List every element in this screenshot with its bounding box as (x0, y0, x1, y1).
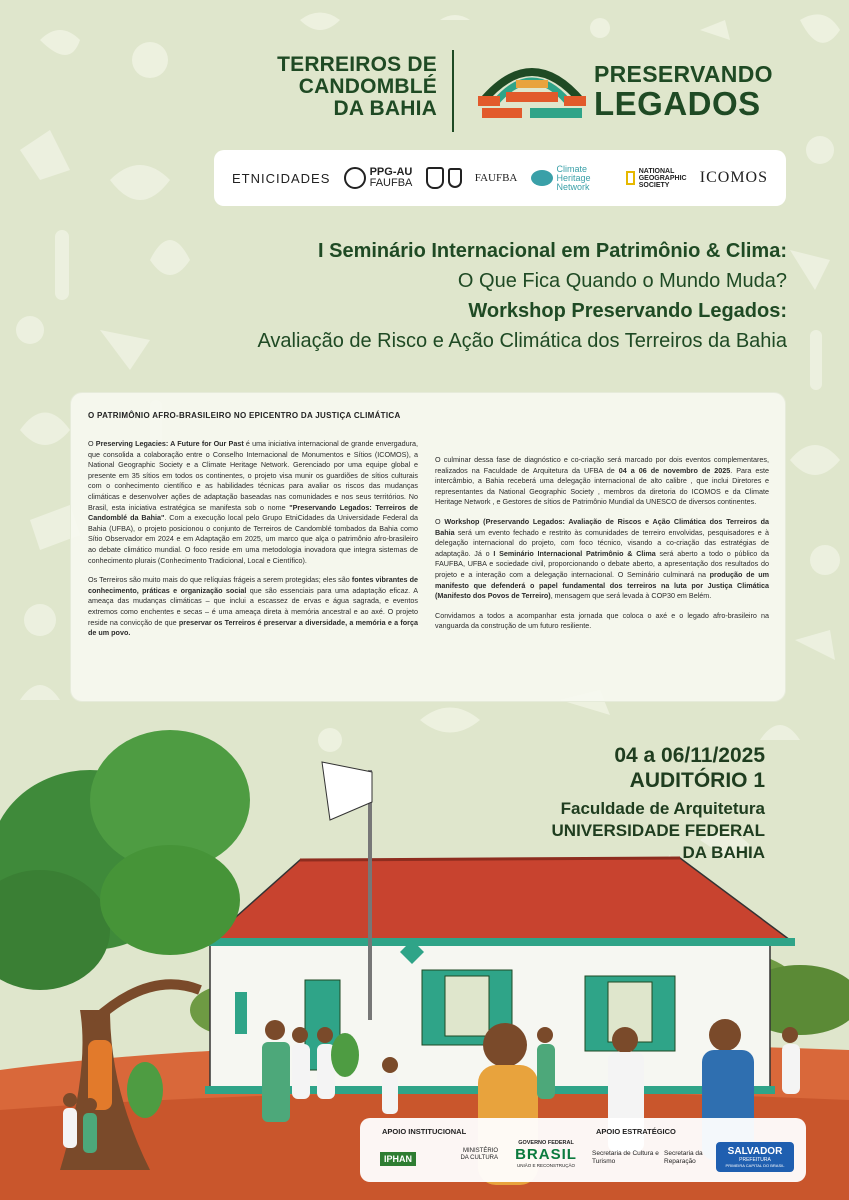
header-left-line: CANDOMBLÉ (298, 75, 437, 98)
iphan-logo (380, 1152, 416, 1166)
text-run: será aberto a todo o público da FAUFBA, UFBA e sociedade civil, proporcionando o debate aberto, a apresentação dos resultados do projeto e a interação com a delegação internacional. O Seminário culminará na (435, 548, 769, 579)
section-heading: O PATRIMÔNIO AFRO-BRASILEIRO NO EPICENTRO DA JUSTIÇA CLIMÁTICA (88, 411, 401, 420)
partner-etnicidades (232, 171, 330, 186)
paragraph-2 (88, 575, 418, 639)
salvador-sub: PREFEITURA (739, 1157, 771, 1163)
partners-bar (214, 150, 786, 206)
natgeo-line: SOCIETY (638, 181, 670, 189)
salvador-name: SALVADOR (727, 1146, 783, 1157)
header-right-line1: PRESERVANDO (594, 61, 773, 87)
gov-sub-text: UNIÃO E RECONSTRUÇÃO (516, 1163, 575, 1168)
partner-crests (426, 167, 462, 189)
title-workshop: Workshop Preservando Legados: (468, 300, 787, 322)
text-run-bold: preservar os Terreiros é preservar a diversidade, a memória e a força de um povo. (88, 617, 418, 638)
natgeo-logo (639, 168, 687, 189)
iphan-logo-text: IPHAN (380, 1152, 416, 1166)
text-run: O (88, 439, 96, 448)
text-run-bold: Workshop (Preservando Legados: Avaliação de Riscos e Ação Climática dos Terreiros da Bahia (435, 516, 770, 537)
text-run: que são essenciais para uma adaptação eficaz. A ameaça das mudanças climáticas – que inclui a escassez de ervas e água sagrada, e eventos extremos como enchentes e secas – é uma ameaça direta à memória ancestral e ao axé. O projeto reside na convicção de que (88, 585, 418, 627)
icomos-logo: ICOMOS (699, 169, 768, 186)
partner-faufba (475, 172, 518, 184)
text-run: O culminar dessa fase de diagnóstico e co-criação será marcado por dois eventos complementares, realizados na Faculdade de Arquitetura da UFBA de (435, 455, 769, 475)
ppgau-logo-text (370, 167, 413, 189)
gov-top-text: GOVERNO FEDERAL (518, 1140, 574, 1146)
gov-federal-logo (510, 1140, 582, 1168)
text-run: , mensagem que será levada à COP30 em Belém. (550, 591, 712, 601)
event-faculty: Faculdade de Arquitetura (560, 799, 765, 818)
text-run: . Com a execução local pelo Grupo EtniCidades da Universidade Federal da Bahia (UFBA), o projeto posicionou o conjunto de Terreiros de Candomblé tombados da Bahia como Sítio Observador em 2024 e em Adaptação em 2025, um marco que alça o patrimônio afro-brasileiro ao debate climático mundial. O foco reside em uma metodologia inovadora que integra sistemas de conhecimento plurais (Conhecimento Tradicional, Local e Científico). (88, 513, 418, 565)
partner-natgeo (626, 168, 687, 189)
text-run-bold: Preserving Legacies: A Future for Our Past (95, 439, 244, 448)
text-run: Os Terreiros são muito mais do que relíquias frágeis a serem protegidas; eles são (88, 575, 352, 585)
minc-logo: MINISTÉRIO DA CULTURA (460, 1148, 498, 1161)
event-state: DA BAHIA (682, 843, 765, 862)
event-info (445, 744, 765, 864)
institutional-support-heading: APOIO INSTITUCIONAL (382, 1127, 467, 1136)
paragraph-3 (435, 455, 769, 508)
paragraph-4 (435, 517, 769, 602)
paragraph-5: Convidamos a todos a acompanhar esta jornada que coloca o axé e o legado afro-brasileiro na vanguarda da construção de um futuro resiliente. (435, 610, 769, 631)
text-run: . Para este intercâmbio, a Bahia receberá uma delegação internacional de alto calibre , que inclui Diretores e representantes da National Geographic Society , membros da diretoria do ICOMOS e da Climate Heritage Network , e Gestores de sítios de Patrimônio Mundial da UNESCO de diversos continentes. (435, 465, 769, 507)
ufba-crest-icon (426, 167, 444, 189)
strategic-support-heading: APOIO ESTRATÉGICO (596, 1127, 676, 1136)
ppgau-line2: FAUFBA (369, 177, 413, 189)
gov-name-text: BRASIL (515, 1146, 577, 1163)
climate-heritage-logo: Climate Heritage Network (556, 163, 591, 192)
text-run-bold: produção de um manifesto que defenderá o papel fundamental dos terreiros na luta por Justiça Climática (Manifesto dos Povos de Terreiro) (435, 569, 769, 601)
preservando-legados-logo-icon (472, 52, 592, 124)
header-right-line2: LEGADOS (594, 85, 761, 122)
header-divider (452, 50, 454, 132)
title-seminar-subtitle: O Que Fica Quando o Mundo Muda? (457, 270, 787, 292)
partner-icomos (700, 169, 768, 187)
ppgau-line1: PPG-AU (369, 166, 413, 178)
secretaria-cultura-logo: Secretaria de Cultura e Turismo (592, 1150, 659, 1165)
event-date: 04 a 06/11/2025 (614, 744, 765, 767)
event-university: UNIVERSIDADE FEDERAL (551, 821, 765, 840)
etnicidades-logo: ETNICIDADES (232, 170, 331, 186)
header-right-title (594, 60, 804, 122)
paragraph-1 (88, 439, 418, 566)
text-run-bold: fontes vibrantes de conhecimento, práticas e organização social (88, 575, 418, 595)
faufba-logo: FAUFBA (474, 172, 518, 184)
climate-heritage-cloud-icon (531, 170, 553, 186)
description-column-left (88, 411, 418, 648)
text-run: será um evento fechado e restrito às comunidades de terreiro envolvidas, pesquisadores e à delegação internacional do projeto, com foco técnico, visando a co-criação das estratégias de adaptação. Já o (435, 527, 769, 558)
header-left-line: DA BAHIA (333, 97, 437, 120)
description-box (70, 392, 786, 702)
salvador-tag: PRIMEIRA CAPITAL DO BRASIL (725, 1163, 785, 1168)
title-workshop-subtitle: Avaliação de Risco e Ação Climática dos Terreiros da Bahia (257, 330, 787, 352)
partner-ppgau (344, 167, 413, 189)
ppgau-seal-icon (344, 167, 366, 189)
natgeo-frame-icon (626, 171, 635, 185)
partner-climate (531, 165, 613, 192)
secretaria-reparacao-logo: Secretaria da Reparação (664, 1150, 703, 1165)
natgeo-line: NATIONAL (638, 167, 675, 175)
text-run-bold: 04 a 06 de novembro de 2025 (618, 465, 731, 475)
header-left-title (232, 54, 437, 120)
event-venue: AUDITÓRIO 1 (629, 769, 765, 792)
text-run-bold: "Preservando Legados: Terreiros de Candomblé da Bahia" (88, 502, 418, 523)
text-run: é uma iniciativa internacional de grande envergadura, que consolida a colaboração entre o Conselho Internacional de Monumentos e Sítios (ICOMOS), a National Geographic Society e a Climate Heritage Network. Gerenciado por uma equipe global e presente em 35 sítios em todos os continentes, o projeto visa munir os guardiões de sítios culturais com o conhecimento científico e as habilidades técnicas para avaliar os riscos das mudanças climáticas e desenvolver ações de adaptação baseadas nas comunidades e nos seus territórios. No Brasil, esta iniciativa estratégica se manifesta sob o nome (88, 439, 418, 512)
salvador-prefeitura-logo (716, 1142, 794, 1172)
description-column-right (435, 455, 769, 641)
faufba-crest-icon (448, 168, 462, 188)
text-run: O (435, 516, 445, 526)
event-titles (147, 236, 787, 356)
support-bar (360, 1118, 806, 1182)
header-left-line: TERREIROS DE (277, 53, 437, 76)
natgeo-line: GEOGRAPHIC (638, 174, 687, 182)
text-run-bold: I Seminário Internacional Patrimônio & Clima (493, 548, 656, 558)
title-seminar: I Seminário Internacional em Patrimônio & Clima: (318, 240, 787, 262)
